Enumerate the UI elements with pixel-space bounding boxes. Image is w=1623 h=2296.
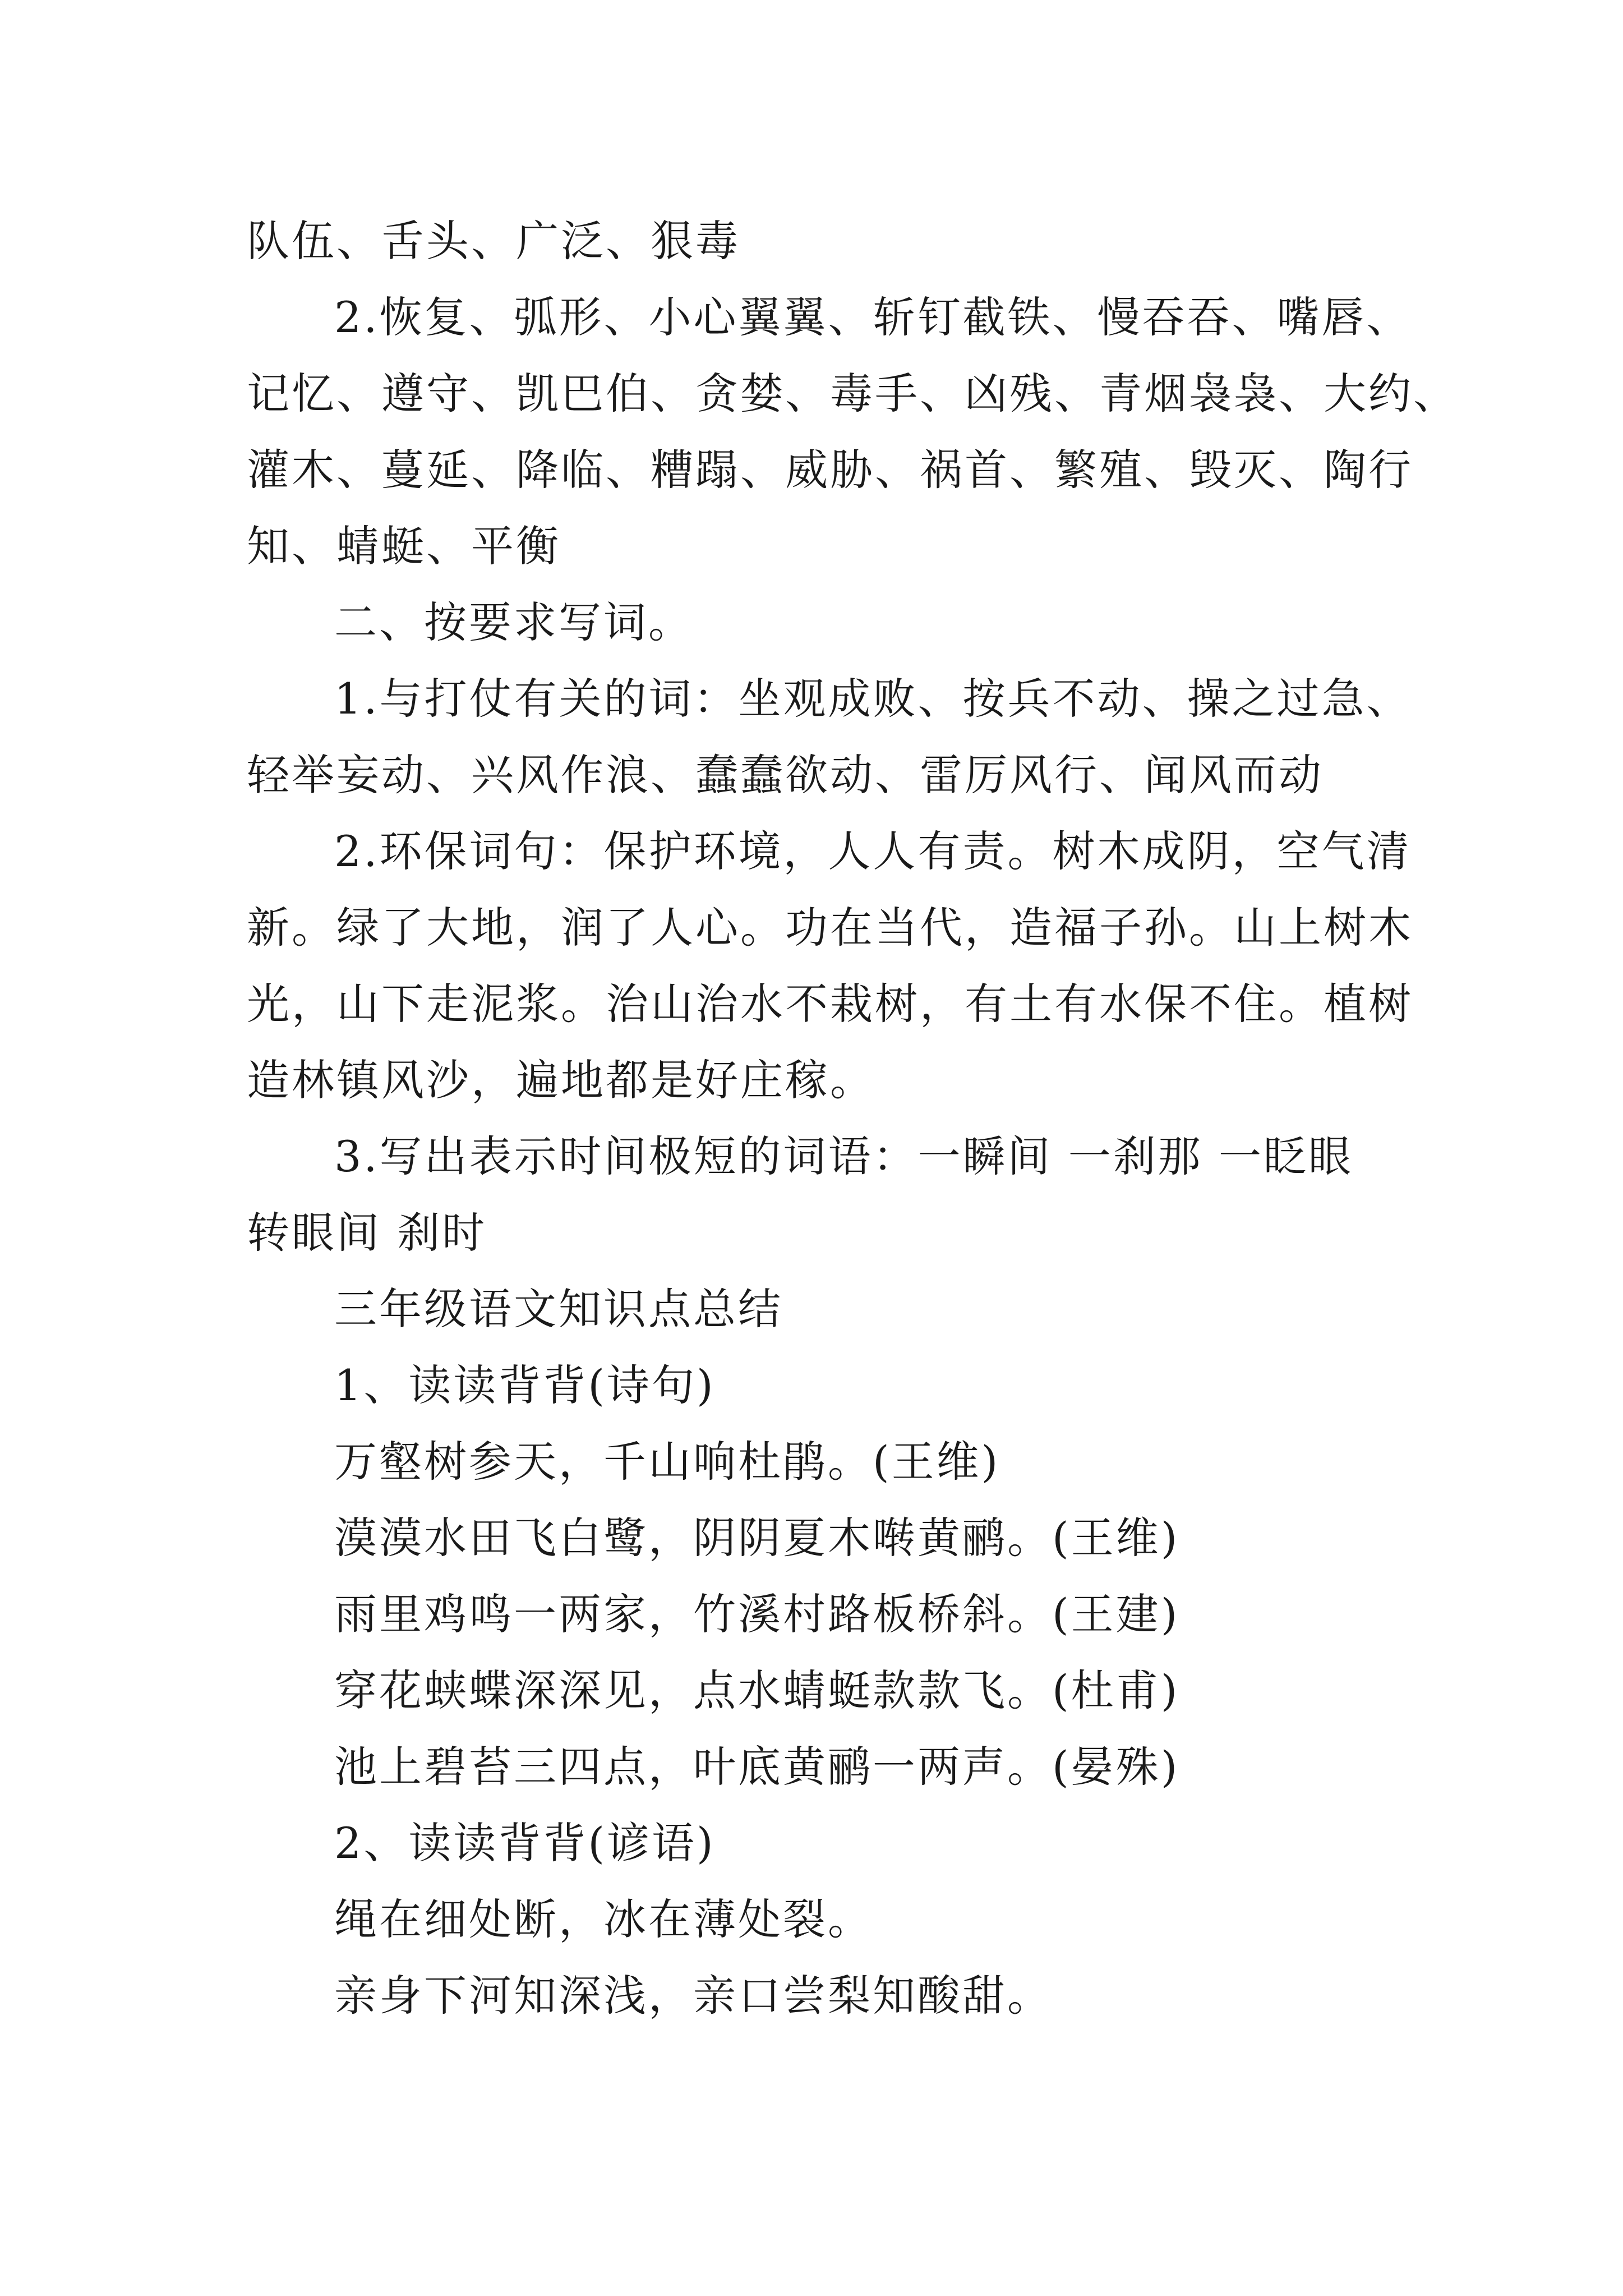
section-heading: 三年级语文知识点总结 [334,1284,783,1334]
poem-line: 池上碧苔三四点，叶底黄鹂一两声。(晏殊) [334,1742,1180,1792]
text-line: 转眼间 刹时 [247,1208,487,1258]
text-line: 2.环保词句：保护环境，人人有责。树木成阴，空气清 [334,826,1412,876]
text-line: 新。绿了大地，润了人心。功在当代，造福子孙。山上树木 [247,903,1413,953]
text-line: 2.恢复、弧形、小心翼翼、斩钉截铁、慢吞吞、嘴唇、 [334,292,1412,342]
text-line: 记忆、遵守、凯巴伯、贪婪、毒手、凶残、青烟袅袅、大约、 [247,369,1458,418]
poem-line: 穿花蛱蝶深深见，点水蜻蜓款款飞。(杜甫) [334,1665,1180,1715]
text-line: 队伍、舌头、广泛、狠毒 [247,216,740,266]
text-line: 知、蜻蜓、平衡 [247,521,561,571]
proverb-line: 亲身下河知深浅，亲口尝梨知酸甜。 [334,1971,1052,2021]
text-line: 3.写出表示时间极短的词语：一瞬间 一刹那 一眨眼 [334,1131,1353,1181]
poem-line: 万壑树参天，千山响杜鹃。(王维) [334,1437,1000,1487]
proverb-line: 绳在细处断，冰在薄处裂。 [334,1894,873,1944]
poem-line: 漠漠水田飞白鹭，阴阴夏木啭黄鹂。(王维) [334,1513,1180,1563]
subsection-heading: 2、读读背背(谚语) [334,1818,716,1868]
text-line: 光，山下走泥浆。治山治水不栽树，有土有水保不住。植树 [247,979,1413,1029]
text-line: 造林镇风沙，遍地都是好庄稼。 [247,1055,875,1105]
subsection-heading: 1、读读背背(诗句) [334,1360,716,1410]
poem-line: 雨里鸡鸣一两家，竹溪村路板桥斜。(王建) [334,1589,1180,1639]
text-line: 轻举妄动、兴风作浪、蠢蠢欲动、雷厉风行、闻风而动 [247,750,1324,800]
text-line: 灌木、蔓延、降临、糟蹋、威胁、祸首、繁殖、毁灭、陶行 [247,445,1413,495]
text-line: 1.与打仗有关的词：坐观成败、按兵不动、操之过急、 [334,674,1412,724]
section-heading: 二、按要求写词。 [334,597,693,647]
